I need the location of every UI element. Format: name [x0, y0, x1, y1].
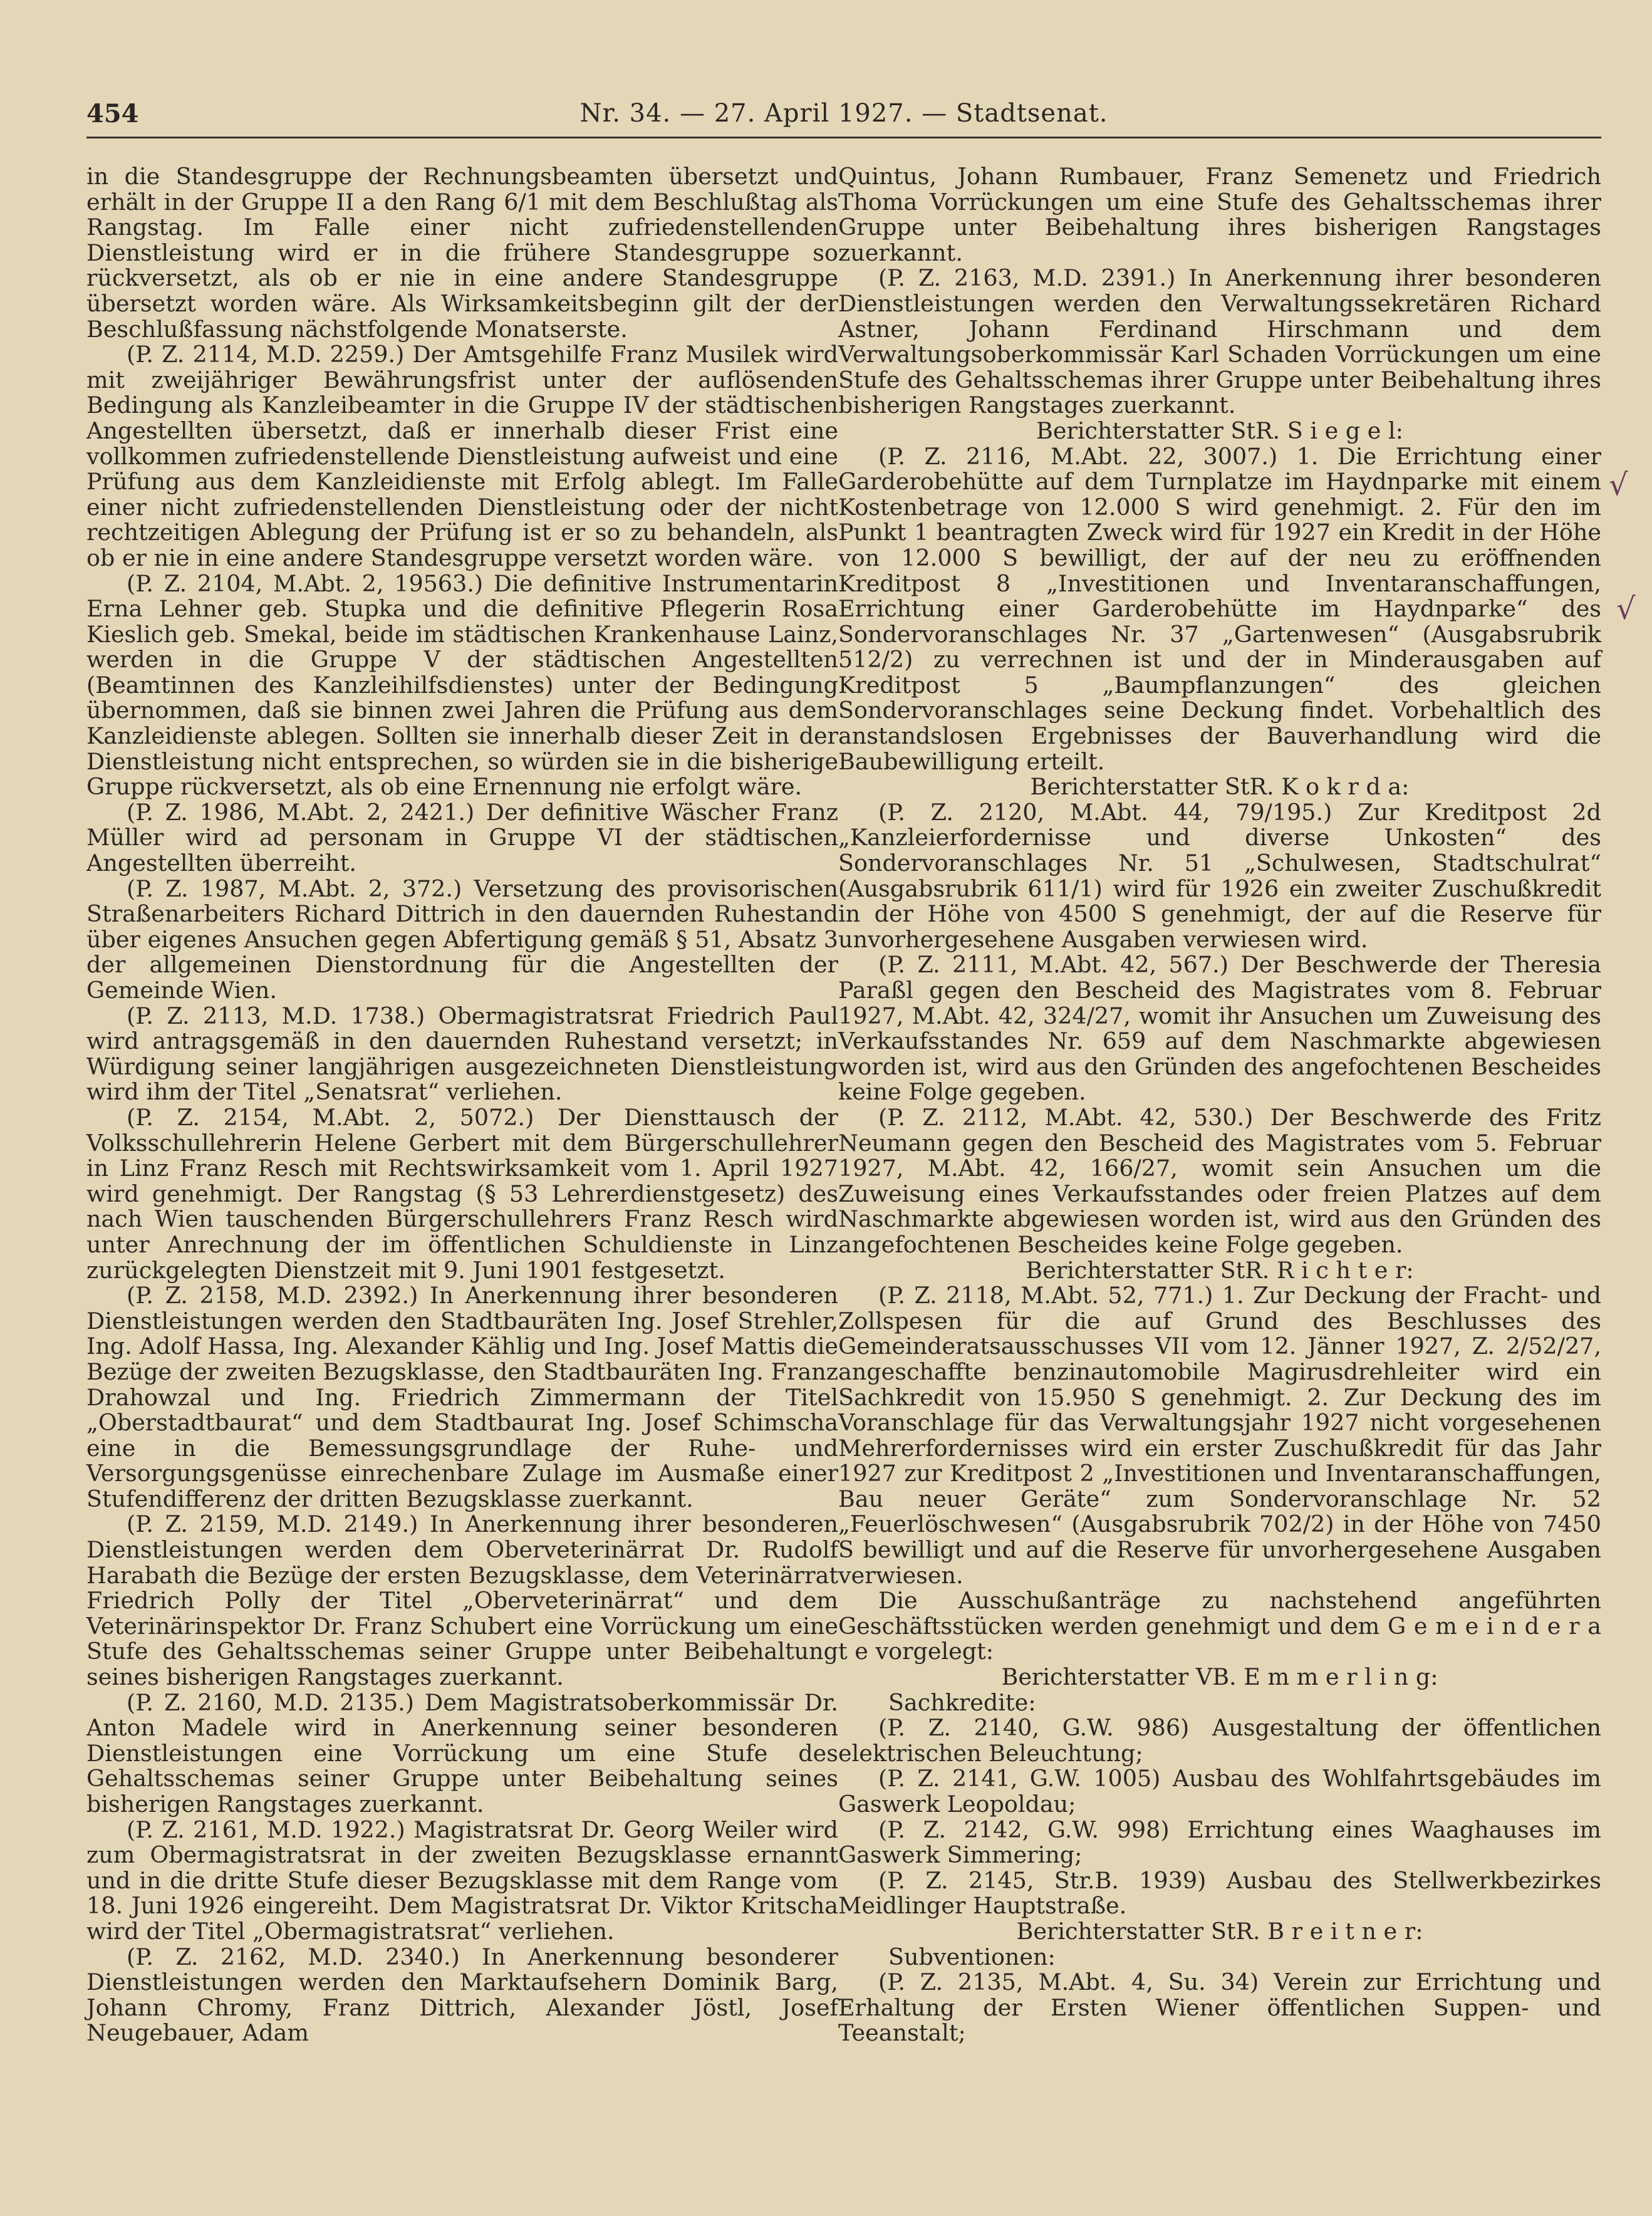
reporter-heading: Berichterstatter VB. E m m e r l i n g: — [1001, 1663, 1438, 1691]
page-title: Nr. 34. — 27. April 1927. — Stadtsenat. — [579, 99, 1108, 128]
reporter-heading: Berichterstatter StR. R i c h t e r: — [1026, 1256, 1414, 1284]
paragraph: (P. Z. 1986, M.Abt. 2, 2421.) Der definitive Wäscher Franz Müller wird ad personam in Gruppe VI der städtischen Angestellten überreiht. — [86, 798, 838, 877]
paragraph: (P. Z. 2114, M.D. 2259.) Der Amtsgehilfe Franz Musilek wird mit zweijähriger Bewährungsfrist unter der auflösenden Bedingung als Kanzleibeamter in die Gruppe IV der städtischen Angestellten übersetzt, daß er innerhalb dieser Frist eine vollkommen zufriedenstellende Dienstleistung aufweist und eine Prüfung aus dem Kanzleidienste mit Erfolg ablegt. Im Falle einer nicht zufriedenstellenden Dienstleistung oder der nicht rechtzeitigen Ablegung der Prüfung ist er so zu behandeln, als ob er nie in eine andere Standesgruppe versetzt worden wäre. — [86, 341, 838, 571]
paragraph: (P. Z. 2118, M.Abt. 52, 771.) 1. Zur Deckung der Fracht- und Zollspesen für die auf Grund des Beschlusses des Gemeinderatsausschusses VII vom 12. Jänner 1927, Z. 2/52/27, angeschaffte benzinautomobile Magirusdrehleiter wird ein Sachkredit von 15.950 S genehmigt. 2. Zur Deckung des im Voranschlage für das Verwaltungsjahr 1927 nicht vorgesehenen Mehrerfordernisses wird ein erster Zuschußkredit für das Jahr 1927 zur Kreditpost 2 „Investitionen und Inventaranschaffungen, Bau neuer Geräte“ zum Sondervoranschlage Nr. 52 „Feuerlöschwesen“ (Ausgabsrubrik 702/2) in der Höhe von 7450 S bewilligt und auf die Reserve für unvorhergesehene Ausgaben verwiesen. — [838, 1282, 1601, 1589]
reporter-heading: Berichterstatter StR. S i e g e l: — [1036, 417, 1403, 444]
list-item: (P. Z. 2145, Str.B. 1939) Ausbau des Stellwerkbezirkes Meidlinger Hauptstraße. — [838, 1866, 1601, 1920]
list-item: (P. Z. 2135, M.Abt. 4, Su. 34) Verein zur Errichtung und Erhaltung der Ersten Wiener öffentlichen Suppen- und Teeanstalt; — [838, 1969, 1601, 2047]
paragraph: Quintus, Johann Rumbauer, Franz Semenetz und Friedrich Thoma Vorrückungen um eine Stufe des Gehaltsschemas ihrer Gruppe unter Beibehaltung ihres bisherigen Rangstages zuerkannt. — [838, 163, 1601, 266]
paragraph: (P. Z. 2116, M.Abt. 22, 3007.) 1. Die Errichtung einer Garderobehütte auf dem Turnplatze im Haydnparke mit einem Kostenbetrage von 12.000 S wird genehmigt. 2. Für den im Punkt 1 beantragten Zweck wird für 1927 ein Kredit in der Höhe von 12.000 S bewilligt, der auf der neu zu eröffnenden Kreditpost 8 „Investitionen und Inventaranschaffungen, Errichtung einer Garderobehütte im Haydnparke“ des Sondervoranschlages Nr. 37 „Gartenwesen“ (Ausgabsrubrik 512/2) zu verrechnen ist und der in Minderausgaben auf Kreditpost 5 „Baumpflanzungen“ des gleichen Sondervoranschlages seine Deckung findet. Vorbehaltlich des anstandslosen Ergebnisses der Bauverhandlung wird die Baubewilligung erteilt. — [838, 442, 1601, 775]
list-item: (P. Z. 2141, G.W. 1005) Ausbau des Wohlfahrtsgebäudes im Gaswerk Leopoldau; — [838, 1765, 1601, 1818]
paragraph: (P. Z. 2112, M.Abt. 42, 530.) Der Beschwerde des Fritz Neumann gegen den Bescheid des Magistrates vom 5. Februar 1927, M.Abt. 42, 166/27, womit sein Ansuchen um die Zuweisung eines Verkaufsstandes oder freien Platzes auf dem Naschmarkte abgewiesen worden ist, wird aus den Gründen des angefochtenen Bescheides keine Folge gegeben. — [838, 1103, 1601, 1258]
pencil-check-mark: √ — [1616, 591, 1636, 627]
paragraph: (P. Z. 2162, M.D. 2340.) In Anerkennung besonderer Dienstleistungen werden den Marktaufsehern Dominik Barg, Johann Chromy, Franz Dittrich, Alexander Jöstl, Josef Neugebauer, Adam — [86, 1943, 838, 2047]
paragraph: in die Standesgruppe der Rechnungsbeamten übersetzt und erhält in der Gruppe II a den Rang 6/1 mit dem Beschlußtag als Rangstag. Im Falle einer nicht zufriedenstellenden Dienstleistung wird er in die frühere Standesgruppe so rückversetzt, als ob er nie in eine andere Standesgruppe übersetzt worden wäre. Als Wirksamkeitsbeginn gilt der der Beschlußfassung nächstfolgende Monatserste. — [86, 163, 838, 343]
header-divider — [86, 137, 1601, 138]
paragraph: (P. Z. 2159, M.D. 2149.) In Anerkennung ihrer besonderen Dienstleistungen werden dem Oberveterinärrat Dr. Rudolf Harabath die Bezüge der ersten Bezugsklasse, dem Veterinärrat Friedrich Polly der Titel „Oberveterinärrat“ und dem Veterinärinspektor Dr. Franz Schubert eine Vorrückung um eine Stufe des Gehaltsschemas seiner Gruppe unter Beibehaltung seines bisherigen Rangstages zuerkannt. — [86, 1511, 838, 1691]
paragraph: (P. Z. 2120, M.Abt. 44, 79/195.) Zur Kreditpost 2d „Kanzleierfordernisse und diverse Unkosten“ des Sondervoranschlages Nr. 51 „Schulwesen, Stadtschulrat“ (Ausgabsrubrik 611/1) wird für 1926 ein zweiter Zuschußkredit in der Höhe von 4500 S genehmigt, der auf die Reserve für unvorhergesehene Ausgaben verwiesen wird. — [838, 798, 1601, 953]
section-label: Sachkredite: — [888, 1688, 1036, 1716]
paragraph: (P. Z. 1987, M.Abt. 2, 372.) Versetzung des provisorischen Straßenarbeiters Richard Dittrich in den dauernden Ruhestand über eigenes Ansuchen gegen Abfertigung gemäß § 51, Absatz 3 der allgemeinen Dienstordnung für die Angestellten der Gemeinde Wien. — [86, 875, 838, 1004]
page-number: 454 — [86, 99, 139, 128]
page-header — [86, 93, 1601, 143]
reporter-heading: Berichterstatter StR. K o k r d a: — [1030, 773, 1410, 801]
pencil-check-mark: √ — [1609, 467, 1628, 502]
paragraph: (P. Z. 2160, M.D. 2135.) Dem Magistratsoberkommissär Dr. Anton Madele wird in Anerkennung seiner besonderen Dienstleistungen eine Vorrückung um eine Stufe des Gehaltsschemas seiner Gruppe unter Beibehaltung seines bisherigen Rangstages zuerkannt. — [86, 1688, 838, 1818]
paragraph: (P. Z. 2111, M.Abt. 42, 567.) Der Beschwerde der Theresia Paraßl gegen den Bescheid des Magistrates vom 8. Februar 1927, M.Abt. 42, 324/27, womit ihr Ansuchen um Zuweisung des Verkaufsstandes Nr. 659 auf dem Naschmarkte abgewiesen worden ist, wird aus den Gründen des angefochtenen Bescheides keine Folge gegeben. — [838, 951, 1601, 1106]
list-item: (P. Z. 2142, G.W. 998) Errichtung eines Waaghauses im Gaswerk Simmering; — [838, 1816, 1601, 1869]
section-label: Subventionen: — [888, 1943, 1056, 1970]
paragraph: Die Ausschußanträge zu nachstehend angeführten Geschäftsstücken werden genehmigt und dem G e m e i n d e r a t e vorgelegt: — [838, 1587, 1601, 1665]
paragraph: (P. Z. 2113, M.D. 1738.) Obermagistratsrat Friedrich Paul wird antragsgemäß in den dauernden Ruhestand versetzt; in Würdigung seiner langjährigen ausgezeichneten Dienstleistung wird ihm der Titel „Senatsrat“ verliehen. — [86, 1002, 838, 1106]
left-column — [86, 164, 838, 2046]
paragraph: (P. Z. 2161, M.D. 1922.) Magistratsrat Dr. Georg Weiler wird zum Obermagistratsrat in der zweiten Bezugsklasse ernannt und in die dritte Stufe dieser Bezugsklasse mit dem Range vom 18. Juni 1926 eingereiht. Dem Magistratsrat Dr. Viktor Kritscha wird der Titel „Obermagistratsrat“ verliehen. — [86, 1816, 838, 1945]
paragraph: (P. Z. 2158, M.D. 2392.) In Anerkennung ihrer besonderen Dienstleistungen werden den Stadtbauräten Ing. Josef Strehler, Ing. Adolf Hassa, Ing. Alexander Kählig und Ing. Josef Mattis die Bezüge der zweiten Bezugsklasse, den Stadtbauräten Ing. Franz Drahowzal und Ing. Friedrich Zimmermann der Titel „Oberstadtbaurat“ und dem Stadtbaurat Ing. Josef Schimscha eine in die Bemessungsgrundlage der Ruhe- und Versorgungsgenüsse einrechenbare Zulage im Ausmaße einer Stufendifferenz der dritten Bezugsklasse zuerkannt. — [86, 1282, 838, 1512]
paragraph: (P. Z. 2163, M.D. 2391.) In Anerkennung ihrer besonderen Dienstleistungen werden den Verwaltungssekretären Richard Astner, Johann Ferdinand Hirschmann und dem Verwaltungsoberkommissär Karl Schaden Vorrückungen um eine Stufe des Gehaltsschemas ihrer Gruppe unter Beibehaltung ihres bisherigen Rangstages zuerkannt. — [838, 264, 1601, 419]
list-item: (P. Z. 2140, G.W. 986) Ausgestaltung der öffentlichen elektrischen Beleuchtung; — [838, 1714, 1601, 1767]
right-column — [838, 164, 1601, 2046]
reporter-heading: Berichterstatter StR. B r e i t n e r: — [1016, 1917, 1423, 1945]
paragraph: (P. Z. 2154, M.Abt. 2, 5072.) Der Diensttausch der Volksschullehrerin Helene Gerbert mit dem Bürgerschullehrer in Linz Franz Resch mit Rechtswirksamkeit vom 1. April 1927 wird genehmigt. Der Rangstag (§ 53 Lehrerdienstgesetz) des nach Wien tauschenden Bürgerschullehrers Franz Resch wird unter Anrechnung der im öffentlichen Schuldienste in Linz zurückgelegten Dienstzeit mit 9. Juni 1901 festgesetzt. — [86, 1103, 838, 1284]
paragraph: (P. Z. 2104, M.Abt. 2, 19563.) Die definitive Instrumentarin Erna Lehner geb. Stupka und die definitive Pflegerin Rosa Kieslich geb. Smekal, beide im städtischen Krankenhause Lainz, werden in die Gruppe V der städtischen Angestellten (Beamtinnen des Kanzleihilfsdienstes) unter der Bedingung übernommen, daß sie binnen zwei Jahren die Prüfung aus dem Kanzleidienste ablegen. Sollten sie innerhalb dieser Zeit in der Dienstleistung nicht entsprechen, so würden sie in die bisherige Gruppe rückversetzt, als ob eine Ernennung nie erfolgt wäre. — [86, 570, 838, 801]
